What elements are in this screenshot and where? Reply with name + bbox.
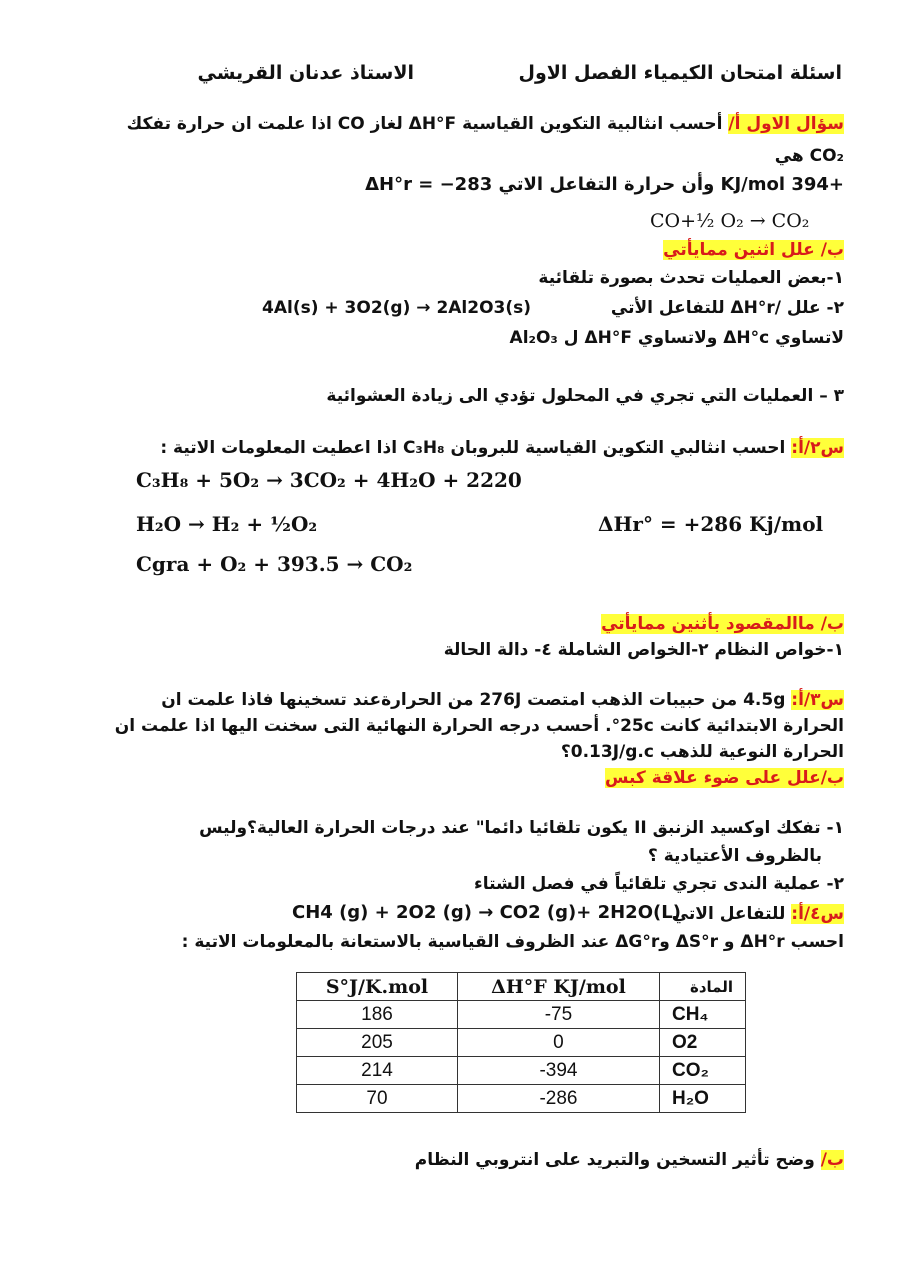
q4-equation: CH4 (g) + 2O2 (g) → CO2 (g)+ 2H2O(L) [292,902,681,923]
cell-dh: -394 [457,1057,659,1085]
q3-line2: الحرارة الابتدائية كانت 25c°. أحسب درجه الحرارة النهائية التى سخنت اليها اذا علمت ان [114,716,844,736]
q1-b2-line2: لاتساوي ΔH°c ولاتساوي ΔH°F ل Al₂O₃ [509,328,844,348]
q3-b-label: ب/علل على ضوء علاقة كبس [604,768,844,788]
q1-b1: ١-بعض العمليات تحدث بصورة تلقائية [538,268,844,288]
q1-line3: +394 KJ/mol وأن حرارة التفاعل الاتي ΔH°r = −283 [365,174,844,195]
cell-s: 205 [297,1029,458,1057]
header-entropy: S°J/K.mol [297,973,458,1001]
cell-dh: -75 [457,1001,659,1029]
cell-substance: CO₂ [659,1057,745,1085]
q2-equation-2-dh: ΔHr° = +286 Kj/mol [598,512,824,536]
q1-line2: CO₂ هي [774,146,844,166]
q2-equation-2: H₂O → H₂ + ½O₂ [136,512,318,536]
q3-b1-cont: بالظروف الأعتيادية ؟ [647,846,822,866]
q1-b2-equation: 4Al(s) + 3O2(g) → 2Al2O3(s) [262,298,532,318]
header-substance: المادة [659,973,745,1001]
q4-b [415,1150,844,1170]
q4-text: للتفاعل الاتي [671,904,792,924]
q4-line2: احسب ΔH°r و ΔS°r وΔG°r عند الظروف القياسية بالاستعانة بالمعلومات الاتية : [181,932,844,952]
q3-b1: ١- تفكك اوكسيد الزنبق II يكون تلقائيا دائما" عند درجات الحرارة العالية؟وليس [199,818,844,838]
q1-b-label: ب/ علل اثنين ممايأتي [663,240,844,260]
q2-text: احسب انثالبي التكوين القياسية للبروبان C₃H₈ اذا اعطيت المعلومات الاتية : [160,438,792,458]
teacher-name: الاستاذ عدنان القريشي [197,62,414,84]
header-enthalpy: ΔH°F KJ/mol [457,973,659,1001]
q2-equation-1: C₃H₈ + 5O₂ → 3CO₂ + 4H₂O + 2220 [136,468,522,492]
q1-b2: ٢- علل /ΔH°r للتفاعل الأتي [610,298,844,318]
cell-s: 214 [297,1057,458,1085]
q1-b3: ٣ – العمليات التي تجري في المحلول تؤدي الى زيادة العشوائية [326,386,844,406]
q4-line1 [672,904,844,924]
q2-line1 [160,438,844,458]
q2-label: س٢/أ: [791,438,844,458]
cell-s: 70 [297,1085,458,1113]
q3-line1 [161,690,844,710]
q3-b2: ٢- عملية الندى تجري تلقائياً في فصل الشتاء [474,874,844,894]
q4-b-text: وضح تأثير التسخين والتبريد على انتروبي النظام [414,1150,821,1170]
table-header-row [297,973,746,1001]
cell-dh: 0 [457,1029,659,1057]
cell-substance: H₂O [659,1085,745,1113]
q2-equation-3: Cgra + O₂ + 393.5 → CO₂ [136,552,413,576]
table-row [297,1001,746,1029]
cell-s: 186 [297,1001,458,1029]
table-row [297,1085,746,1113]
thermo-data-table [296,972,746,1113]
cell-substance: O2 [659,1029,745,1057]
cell-dh: -286 [457,1085,659,1113]
q3-label: س٣/أ: [791,690,844,710]
q1-equation: CO+½ O₂ → CO₂ [650,210,810,232]
q3-text: 4.5g من حبيبات الذهب امتصت 276J من الحرارةعند تسخينها فاذا علمت ان [161,690,792,710]
cell-substance: CH₄ [659,1001,745,1029]
table-row [297,1057,746,1085]
exam-title: اسئلة امتحان الكيمياء الفصل الاول [518,62,842,84]
q2-b-label: ب/ ماالمقصود بأثنين ممايأتي [601,614,844,634]
q1-line1 [127,114,844,134]
q3-line3: الحرارة النوعية للذهب 0.13J/g.c؟ [560,742,844,762]
table-row [297,1029,746,1057]
q1-label: سؤال الاول أ/ [728,114,844,134]
q2-b-items: ١-خواص النظام ٢-الخواص الشاملة ٤- دالة الحالة [443,640,844,660]
q4-label: س٤/أ: [791,904,844,924]
q4-b-label: ب/ [820,1150,844,1170]
q1-text: أحسب انثالبية التكوين القياسية ΔH°F لغاز CO اذا علمت ان حرارة تفكك [126,114,729,134]
